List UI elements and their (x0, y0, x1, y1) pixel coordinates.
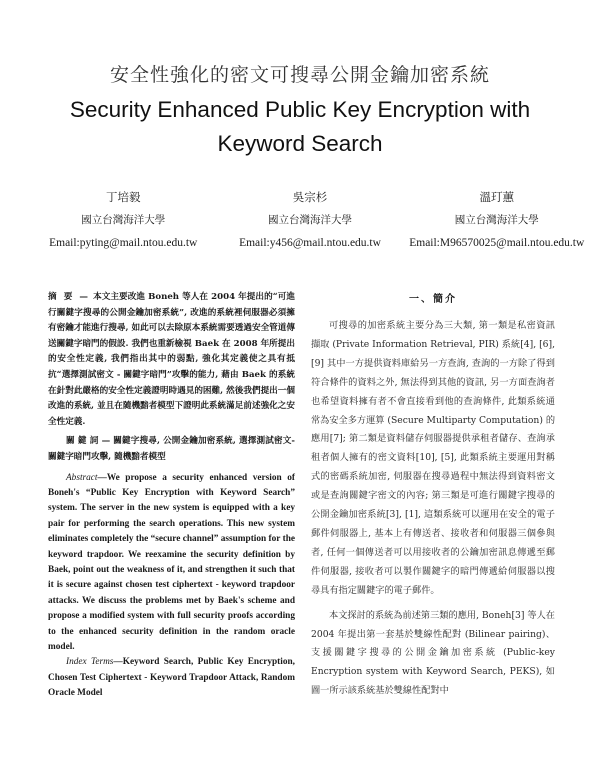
index-terms (48, 655, 295, 701)
abstract-en-lead: Abstract (66, 472, 98, 483)
abstract-en-text: —We propose a security enhanced version of Boneh's “Public Key Encryption with Keyword Search” system. The server in the new system is equipped with a key pair for performing the search operations. This new system eliminates completely the “secure channel” assumption for the keyword trapdoor. We reexamine the security definition by Baek, point out the weakness of it, and strengthen it such that it is secure against chosen test ciphertext - keyword trapdoor attacks. We discuss the problems met by Baek's scheme and propose a modified system with full security proofs according to the enhanced security definition in the random oracle model. (48, 472, 295, 652)
body-paragraph: 本文探討的系統為前述第三類的應用, Boneh[3] 等人在 2004 年提出第一套基於雙線性配對 (Bilinear pairing)、支援關鍵字搜尋的公開金鑰加密系統 (Public-key Encryption system with Keyword Search, PEKS), 如圖一所示該系統基於雙線性配對中 (311, 609, 555, 697)
author-email[interactable]: Email:pyting@mail.ntou.edu.tw (49, 237, 198, 249)
index-terms-lead: Index Terms (66, 657, 114, 668)
author-name: 丁培毅 (105, 190, 141, 204)
author-3 (404, 186, 590, 255)
section-heading: 一、簡介 (409, 294, 457, 305)
author-name: 吳宗杉 (292, 190, 328, 204)
keywords-zh-text: 關鍵字搜尋, 公開金鑰加密系統, 選擇測試密文-關鍵字暗門攻擊, 隨機黯者模型 (48, 436, 295, 462)
abstract-zh (48, 290, 295, 430)
abstract-zh-text: 本文主要改進 Boneh 等人在 2004 年提出的“可進行關鍵字搜尋的公開金鑰加密系統”, 改進的系統裡伺服器必須擁有密鑰才能進行搜尋, 如此可以去除原本系統需要透過安全管道傳送關鍵字暗門的假設. 我們也重新檢視 Baek 在 2008 年所提出的安全性定義, 我們指出其中的弱點, 強化其定義使之具有抵抗“選擇測試密文 - 關鍵字暗門”攻擊的能力, 藉由 Baek 的系統在針對此嚴格的安全性定義證明時遇見的困難, 然後我們提出一個改進的系統, 並且在隨機黯者模型下證明此系統滿足前述強化之安全性定義. (48, 292, 296, 427)
author-name: 溫玎蕙 (479, 190, 515, 204)
author-affiliation: 國立台灣海洋大學 (268, 214, 352, 226)
abstract-zh-lead: 摘 要 — (48, 292, 91, 302)
author-1 (30, 186, 216, 255)
abstract-en (48, 471, 295, 656)
author-affiliation: 國立台灣海洋大學 (454, 214, 539, 226)
paper-title-en: Security Enhanced Public Key Encryption with Keyword Search (69, 97, 531, 156)
left-column (48, 290, 295, 702)
author-email[interactable]: Email:y456@mail.ntou.edu.tw (239, 237, 381, 249)
right-column (311, 290, 555, 707)
index-terms-text: —Keyword Search, Public Key Encryption, Chosen Test Ciphertext - Keyword Trapdoor Attack, Random Oracle Model (48, 657, 295, 699)
author-2 (217, 186, 403, 255)
paper-title-zh: 安全性強化的密文可搜尋公開金鑰加密系統 (109, 64, 490, 86)
keywords-zh (48, 434, 295, 465)
author-affiliation: 國立台灣海洋大學 (81, 214, 166, 226)
body-paragraph: 可搜尋的加密系統主要分為三大類, 第一類是私密資訊擷取 (Private Information Retrieval, PIR) 系統[4], [6], [9] 其中一方提供資料庫給另一方查詢, 查詢的一方除了得到符合條件的資料之外, 無法得到其他的資訊, 另一方面查詢者也希望資料擁有者不會直接看到他的查詢條件, 此類系統通常為安全多方運算 (Secure Multiparty Computation) 的應用[7]; 第二類是資料儲存伺服器提供承租者儲存、查詢承租者個人擁有的密文資料[10], [5], 此類系統主要運用對稱式的密碼系統加密, 伺服器在搜尋過程中無法得到資料密文或是查詢關鍵字密文的內容; 第三類是可進行關鍵字搜尋的公開金鑰加密系統[3], [1], 這類系統可以運用在安全的電子郵件伺服器上, 基本上有傳送者、接收者和伺服器三個參與者, 任何一個傳送者可以用接收者的公鑰加密訊息傳遞至郵件伺服器, 接收者可以製作關鍵字的暗門傳遞給伺服器以搜尋具有指定關鍵字的電子郵件。 (311, 320, 556, 596)
author-email[interactable]: Email:M96570025@mail.ntou.edu.tw (409, 237, 585, 249)
author-list (30, 186, 590, 255)
keywords-zh-lead: 關 鍵 詞 — (66, 436, 111, 447)
